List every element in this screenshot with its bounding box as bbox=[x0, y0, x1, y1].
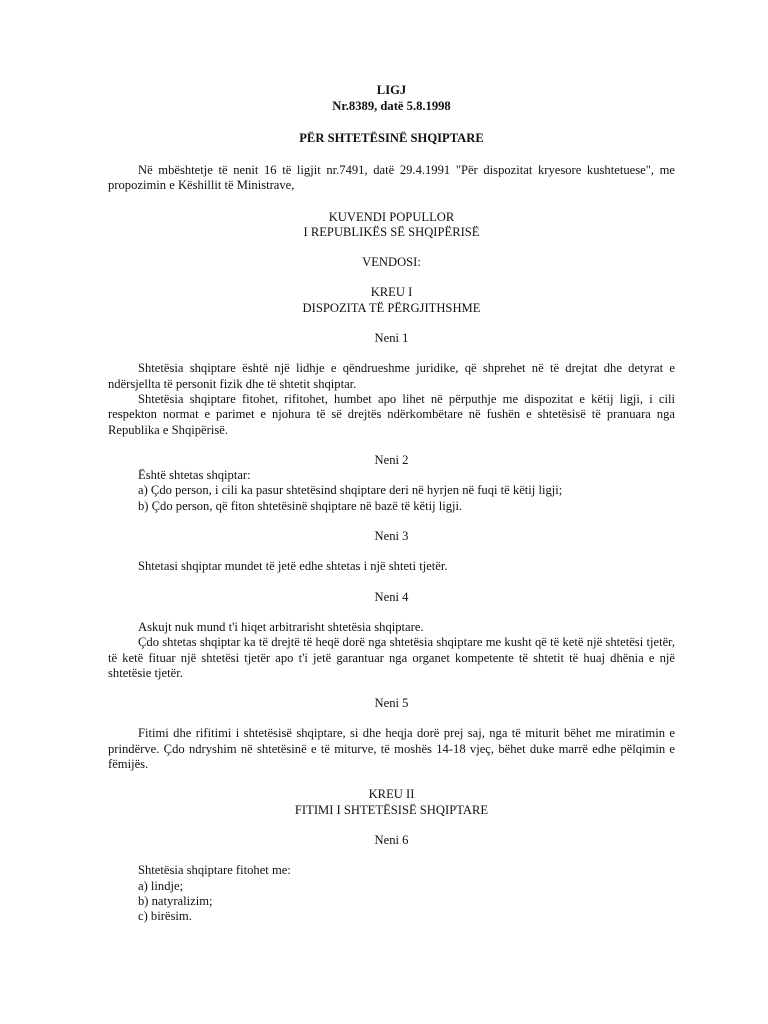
article-4-label: Neni 4 bbox=[374, 589, 409, 604]
article-1-label: Neni 1 bbox=[374, 331, 409, 346]
article-6-item-b: b) natyralizim; bbox=[138, 893, 213, 908]
article-2-item-b: b) Çdo person, që fiton shtetësinë shqiptare në bazë të këtij ligji. bbox=[138, 498, 463, 513]
article-5-paragraph-1: Fitimi dhe rifitimi i shtetësisë shqiptare, si dhe heqja dorë prej saj, nga të miturit bëhet me miratimin e prindërve. Çdo ndryshim në shtetësinë e të miturve, të moshës 14-18 vjeç, bëhet duke marrë edhe pëlqimin e fëmijës. bbox=[108, 726, 675, 772]
chapter-1-title: DISPOZITA TË PËRGJITHSHME bbox=[302, 300, 481, 315]
article-6-item-c: c) birësim. bbox=[138, 909, 192, 924]
article-2-intro: Është shtetas shqiptar: bbox=[138, 468, 251, 483]
article-2-item-a: a) Çdo person, i cili ka pasur shtetësind shqiptare deri në hyrjen në fuqi të këtij ligji; bbox=[138, 483, 563, 498]
chapter-2-label: KREU II bbox=[368, 787, 415, 802]
law-title: PËR SHTETËSINË SHQIPTARE bbox=[299, 131, 484, 145]
article-2-label: Neni 2 bbox=[374, 452, 409, 467]
article-1-paragraph-2: Shtetësia shqiptare fitohet, rifitohet, humbet apo lihet në përputhje me dispozitat e këtij ligji, i cili respekton normat e parimet e njohura të së drejtës ndërkombëtare në fushën e shtetësisë të pranuara nga Republika e Shqipërisë. bbox=[108, 391, 675, 437]
article-3-paragraph-1: Shtetasi shqiptar mundet të jetë edhe shtetas i një shteti tjetër. bbox=[138, 559, 448, 574]
preamble: Në mbështetje të nenit 16 të ligjit nr.7491, datë 29.4.1991 "Për dispozitat kryesore kushtetuese", me propozimin e Këshillit të Ministrave, bbox=[108, 163, 675, 193]
article-6-intro: Shtetësia shqiptare fitohet me: bbox=[138, 863, 291, 878]
article-5-label: Neni 5 bbox=[374, 696, 409, 711]
decides-heading: VENDOSI: bbox=[362, 255, 421, 270]
law-number: Nr.8389, datë 5.8.1998 bbox=[332, 99, 451, 113]
article-1-paragraph-1: Shtetësia shqiptare është një lidhje e qëndrueshme juridike, që shprehet në të drejtat dhe detyrat e ndërsjellta të personit fizik dhe të shtetit shqiptar. bbox=[108, 361, 675, 391]
assembly-line-2: I REPUBLIKËS SË SHQIPËRISË bbox=[303, 224, 480, 239]
document-page bbox=[108, 82, 675, 924]
article-4-paragraph-2: Çdo shtetas shqiptar ka të drejtë të heqë dorë nga shtetësia shqiptare me kusht që të ketë një shtetësi tjetër, të ketë fituar një shtetësi tjetër apo t'i jetë garantuar nga organet kompetente të shtetit të huaj dhënia e një shtetësie tjetër. bbox=[108, 635, 675, 680]
law-heading: LIGJ bbox=[376, 83, 407, 97]
assembly-line-1: KUVENDI POPULLOR bbox=[328, 209, 455, 224]
article-6-label: Neni 6 bbox=[374, 832, 409, 847]
article-4-paragraph-1: Askujt nuk mund t'i hiqet arbitrarisht shtetësia shqiptare. bbox=[138, 619, 424, 634]
chapter-2-title: FITIMI I SHTETËSISË SHQIPTARE bbox=[294, 802, 489, 817]
chapter-1-label: KREU I bbox=[370, 285, 413, 300]
article-6-item-a: a) lindje; bbox=[138, 878, 184, 893]
article-3-label: Neni 3 bbox=[374, 529, 409, 544]
